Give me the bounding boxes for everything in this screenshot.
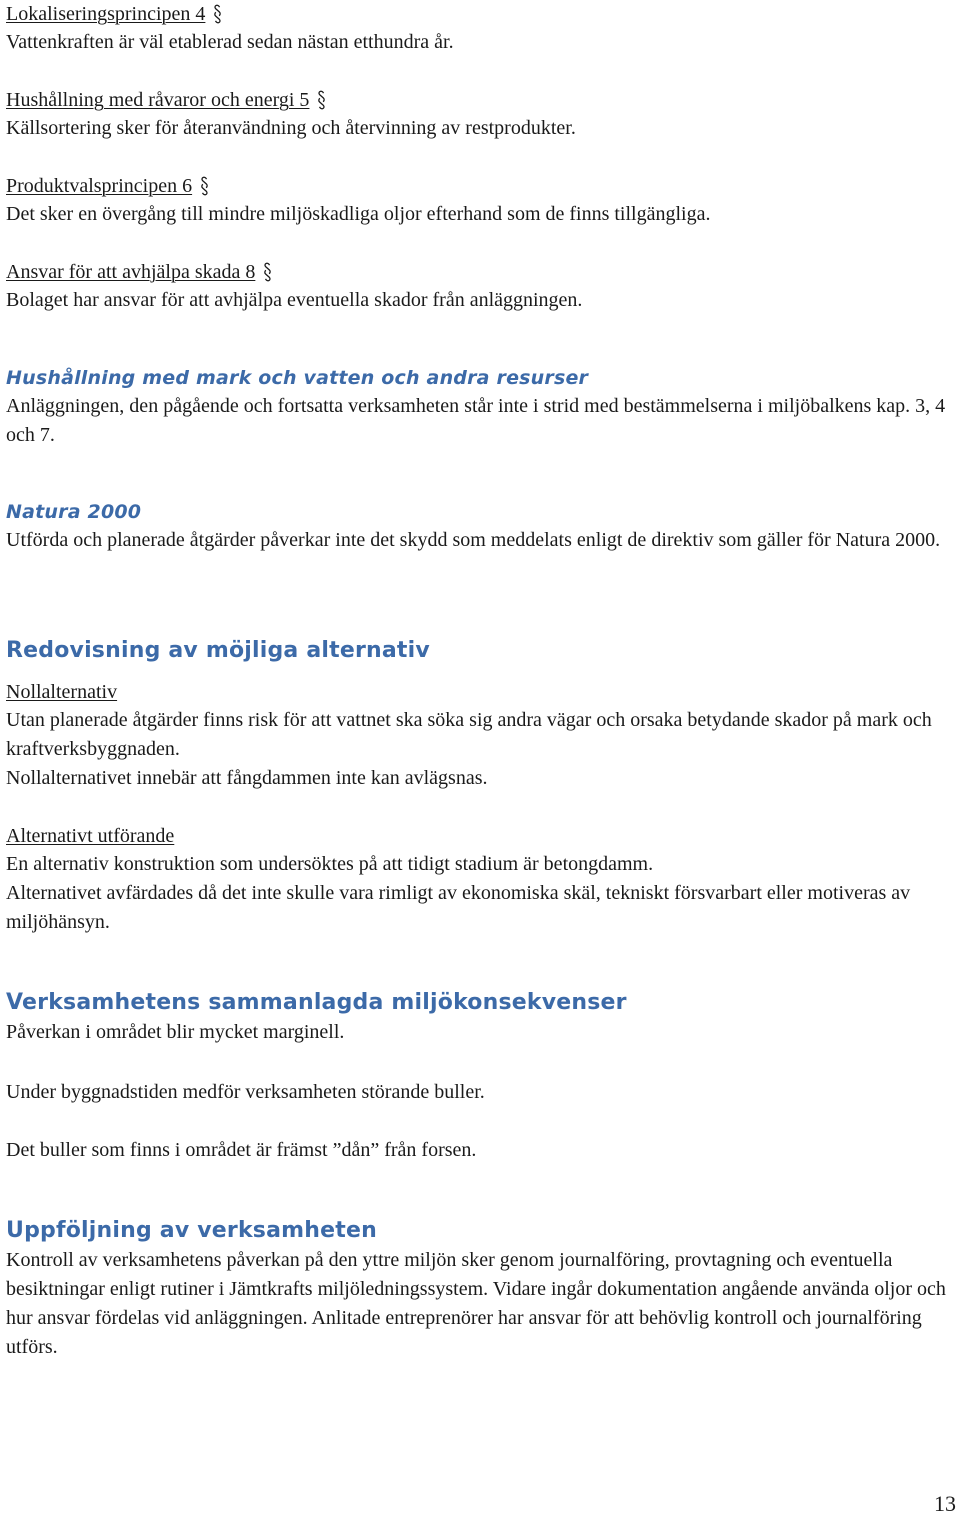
section-text: Källsortering sker för återanvändning och återvinning av restprodukter. [6, 117, 576, 139]
section-title: Produktvalsprincipen 6 [6, 172, 954, 200]
section-text: Nollalternativet innebär att fångdammen inte kan avlägsnas. [6, 767, 488, 789]
section-text: Påverkan i området blir mycket marginell. [6, 1021, 345, 1043]
section-text: Utförda och planerade åtgärder påverkar inte det skydd som meddelats enligt de direktiv som gäller för Natura 2000. [6, 529, 941, 551]
paragraph-sign-icon [317, 86, 326, 114]
section-text: En alternativ konstruktion som undersöktes på att tidigt stadium är betongdamm. [6, 853, 654, 875]
section-alternativt-utforande [6, 822, 954, 937]
section-text: Utan planerade åtgärder finns risk för att vattnet ska söka sig andra vägar och orsaka betydande skador på mark och kraftverksbyggnaden. [6, 709, 932, 760]
section-sammanlagda-buller [6, 1078, 954, 1107]
section-produktvalsprincipen [6, 172, 954, 229]
section-sammanlagda [6, 988, 954, 1047]
section-text: Alternativet avfärdades då det inte skulle vara rimligt av ekonomiska skäl, tekniskt försvarbart eller motiveras av miljöhänsyn. [6, 882, 911, 933]
section-redovisning [6, 636, 954, 666]
section-text: Det buller som finns i området är främst ”dån” från forsen. [6, 1139, 477, 1161]
paragraph-sign-icon [263, 258, 272, 286]
section-text: Det sker en övergång till mindre miljöskadliga oljor efterhand som de finns tillgängliga. [6, 203, 711, 225]
section-text: Anläggningen, den pågående och fortsatta verksamheten står inte i strid med bestämmelserna i miljöbalkens kap. 3, 4 och 7. [6, 395, 946, 446]
section-heading: Natura 2000 [6, 501, 142, 523]
section-heading: Uppföljning av verksamheten [6, 1218, 377, 1243]
section-title: Hushållning med råvaror och energi 5 [6, 86, 954, 114]
paragraph-sign-icon [200, 172, 209, 200]
section-hushallning-ravaror [6, 86, 954, 143]
paragraph-sign-icon [213, 0, 222, 28]
section-uppfoljning [6, 1216, 954, 1362]
section-text: Bolaget har ansvar för att avhjälpa eventuella skador från anläggningen. [6, 289, 583, 311]
section-title: Ansvar för att avhjälpa skada 8 [6, 258, 954, 286]
section-lokaliseringsprincipen [6, 0, 954, 57]
section-natura-2000 [6, 498, 954, 555]
section-hushallning-mark [6, 364, 954, 450]
section-text: Kontroll av verksamhetens påverkan på den yttre miljön sker genom journalföring, provtagning och eventuella besiktningar enligt rutiner i Jämtkrafts miljöledningssystem. Vidare ingår dokumentation angående använda oljor och hur ansvar fördelas vid anläggningen. Anlitade entreprenörer har ansvar för att behövlig kontroll och journalföring utförs. [6, 1249, 946, 1358]
section-text: Vattenkraften är väl etablerad sedan nästan etthundra år. [6, 31, 454, 53]
section-title: Alternativt utförande [6, 825, 175, 847]
section-nollalternativ [6, 678, 954, 793]
section-ansvar [6, 258, 954, 315]
section-heading: Verksamhetens sammanlagda miljökonsekvenser [6, 990, 627, 1015]
section-title: Lokaliseringsprincipen 4 [6, 0, 954, 28]
page-number: 13 [934, 1491, 956, 1516]
section-heading: Hushållning med mark och vatten och andra resurser [6, 367, 589, 389]
section-heading: Redovisning av möjliga alternativ [6, 638, 430, 663]
section-title: Nollalternativ [6, 681, 118, 703]
section-sammanlagda-forsen [6, 1136, 954, 1165]
section-text: Under byggnadstiden medför verksamheten störande buller. [6, 1081, 485, 1103]
